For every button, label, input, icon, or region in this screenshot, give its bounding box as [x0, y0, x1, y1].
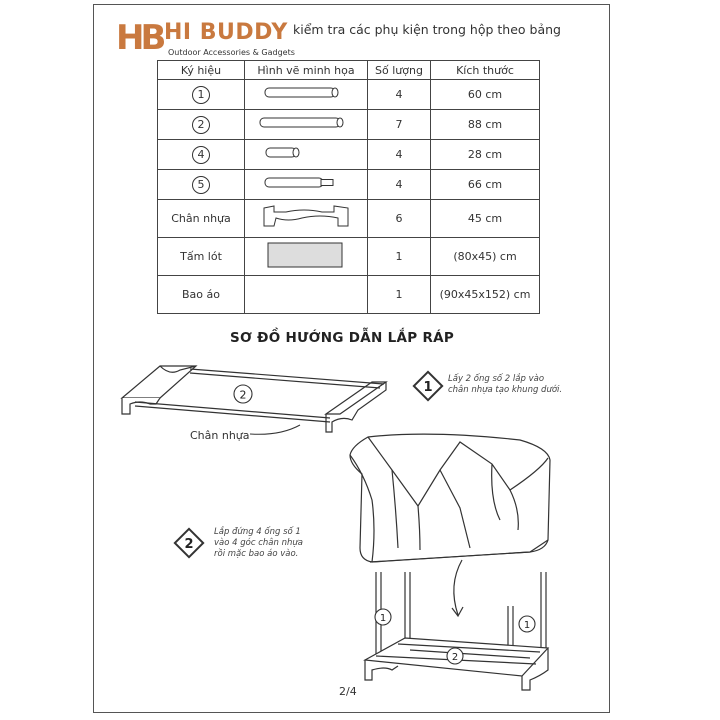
step-1-line: chân nhựa tạo khung dưới. [448, 385, 563, 395]
part-name: Chân nhựa [171, 212, 231, 225]
assembly-section-title: SƠ ĐỒ HƯỚNG DẪN LẮP RÁP [230, 330, 455, 346]
size-cell: 45 cm [431, 200, 540, 238]
size-cell: (80x45) cm [431, 238, 540, 276]
foot-label-leader [250, 425, 300, 434]
part-number-badge: 4 [192, 146, 210, 164]
logo-brand-name: HI BUDDY [164, 20, 288, 45]
logo-tagline: Outdoor Accessories & Gadgets [168, 48, 295, 57]
size-cell: 66 cm [431, 170, 540, 200]
step-2-badge [175, 529, 203, 557]
logo-mark: HB [116, 18, 163, 58]
tube-1-callout-left [375, 609, 391, 625]
quantity-cell: 7 [368, 110, 431, 140]
column-header: Số lượng [368, 61, 431, 80]
column-header: Hình vẽ minh họa [245, 61, 368, 80]
step-2-line: Lắp đứng 4 ống số 1 [214, 527, 301, 537]
page-number: 2/4 [339, 685, 357, 698]
quantity-cell: 4 [368, 140, 431, 170]
cover-drawing [350, 434, 550, 562]
quantity-cell: 1 [368, 238, 431, 276]
step-1-line: Lấy 2 ống số 2 lắp vào [448, 374, 545, 384]
tube-2-label: 2 [239, 388, 247, 402]
part-number-badge: 5 [192, 176, 210, 194]
step-1-badge [414, 372, 442, 400]
part-number-badge: 2 [192, 116, 210, 134]
step-2-line: rồi mặc bao áo vào. [214, 549, 299, 559]
size-cell: 60 cm [431, 80, 540, 110]
part-name: Tấm lót [180, 250, 222, 263]
quantity-cell: 4 [368, 170, 431, 200]
column-header: Kích thước [431, 61, 540, 80]
size-cell: 88 cm [431, 110, 540, 140]
plastic-foot-label: Chân nhựa [190, 429, 250, 442]
tube-2-callout [234, 385, 252, 403]
size-cell: 28 cm [431, 140, 540, 170]
step-2-line: vào 4 góc chân nhựa [214, 538, 303, 548]
part-name: Bao áo [182, 288, 220, 301]
tube-2-callout-base [447, 648, 463, 664]
quantity-cell: 1 [368, 276, 431, 314]
step-1-number: 1 [423, 380, 433, 395]
quantity-cell: 6 [368, 200, 431, 238]
tube-1-label: 1 [523, 620, 531, 631]
size-cell: (90x45x152) cm [431, 276, 540, 314]
lower-frame-drawing [122, 366, 386, 432]
tube-2-label: 2 [451, 652, 459, 663]
step-2-number: 2 [184, 537, 194, 552]
tube-1-callout-right [519, 616, 535, 632]
page-heading: kiểm tra các phụ kiện trong hộp theo bảng [293, 22, 561, 37]
down-arrow-icon [452, 560, 463, 616]
quantity-cell: 4 [368, 80, 431, 110]
column-header: Ký hiệu [158, 61, 245, 80]
part-number-badge: 1 [192, 86, 210, 104]
tube-1-label: 1 [379, 613, 387, 624]
upright-frame-drawing [365, 572, 548, 690]
